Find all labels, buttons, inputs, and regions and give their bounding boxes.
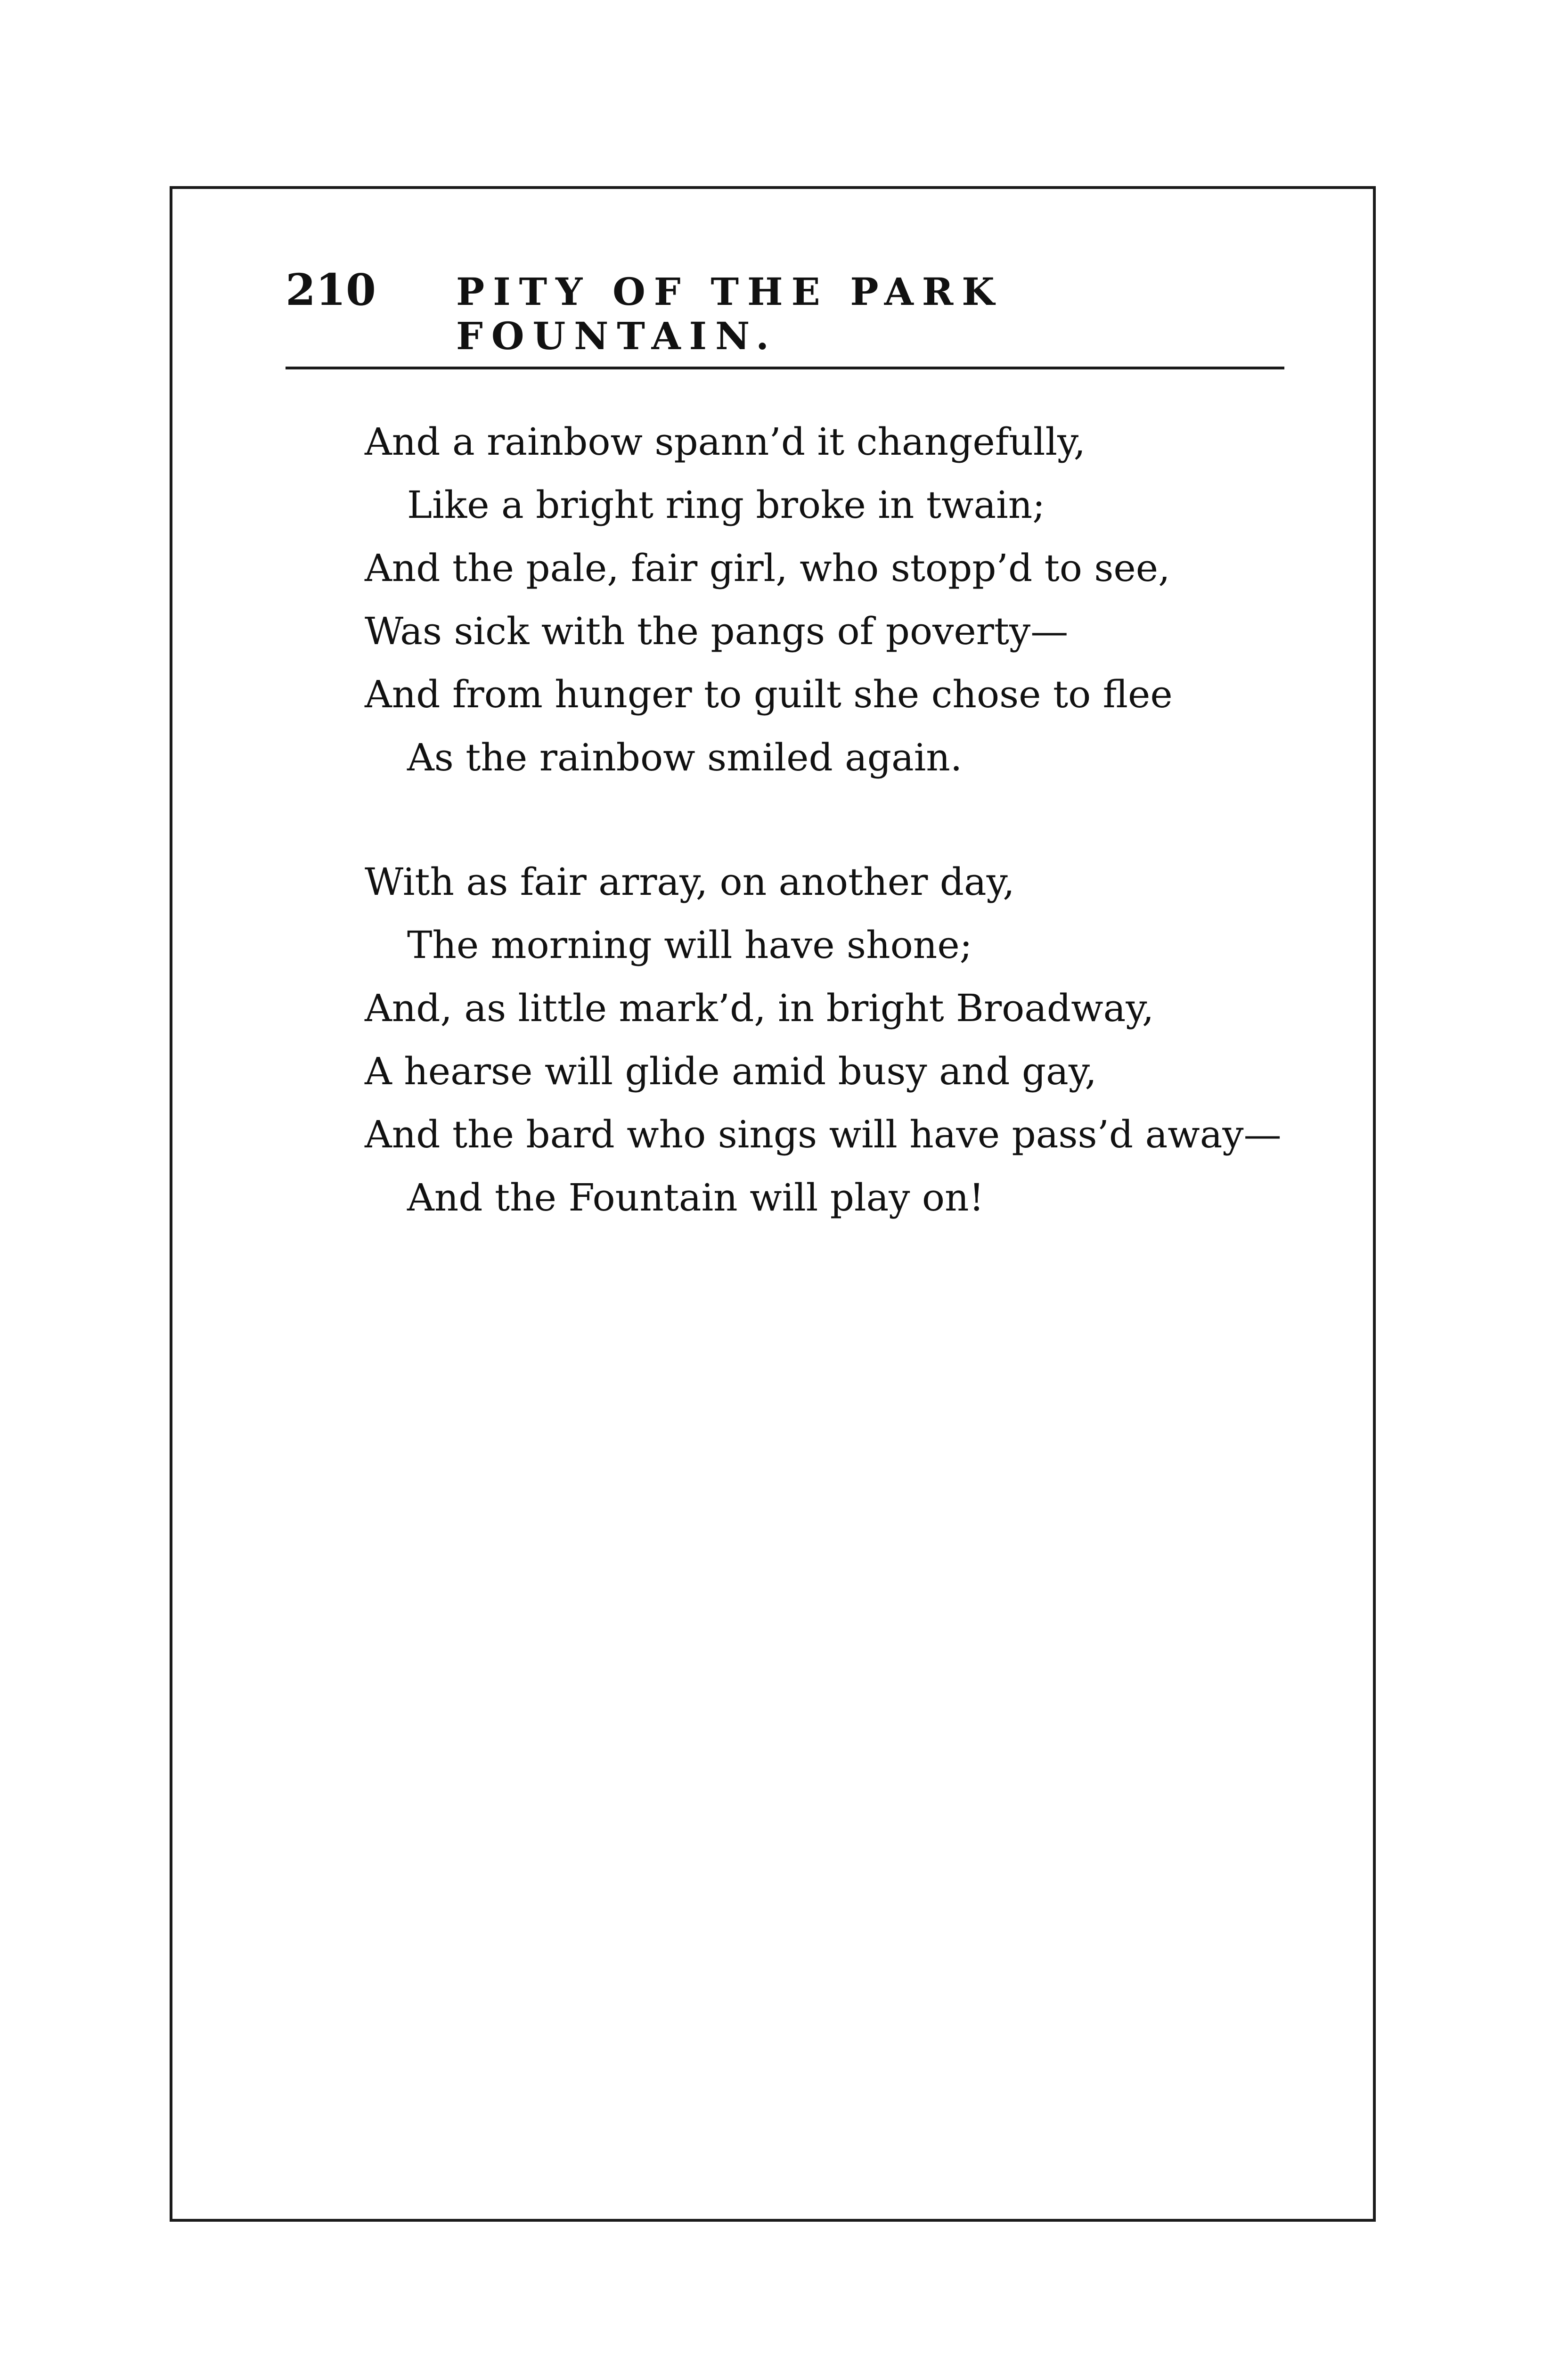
page-number: 210: [286, 264, 376, 315]
poem-line: And from hunger to guilt she chose to flee: [365, 672, 1173, 716]
page-frame: [170, 186, 1376, 2222]
poem-line: And the bard who sings will have pass’d away—: [365, 1113, 1282, 1156]
stanza-1: [365, 410, 1307, 789]
stanza-2: [365, 851, 1307, 1229]
running-title: PITY OF THE PARK FOUNTAIN.: [456, 270, 1003, 358]
header-rule: [286, 367, 1284, 369]
poem-line-indented: And the Fountain will play on!: [407, 1176, 984, 1219]
poem-line: And, as little mark’d, in bright Broadway,: [365, 986, 1154, 1030]
poem-line-indented: Like a bright ring broke in twain;: [407, 483, 1045, 527]
poem-line-indented: As the rainbow smiled again.: [407, 736, 963, 779]
poem-line: Was sick with the pangs of poverty—: [365, 609, 1069, 653]
running-head: [286, 264, 1279, 358]
poem: [365, 410, 1307, 1291]
poem-line: And the pale, fair girl, who stopp’d to see,: [365, 546, 1170, 590]
poem-line: And a rainbow spann’d it changefully,: [365, 420, 1086, 464]
poem-line-indented: The morning will have shone;: [407, 923, 972, 967]
poem-line: A hearse will glide amid busy and gay,: [365, 1049, 1097, 1093]
poem-line: With as fair array, on another day,: [365, 860, 1015, 904]
